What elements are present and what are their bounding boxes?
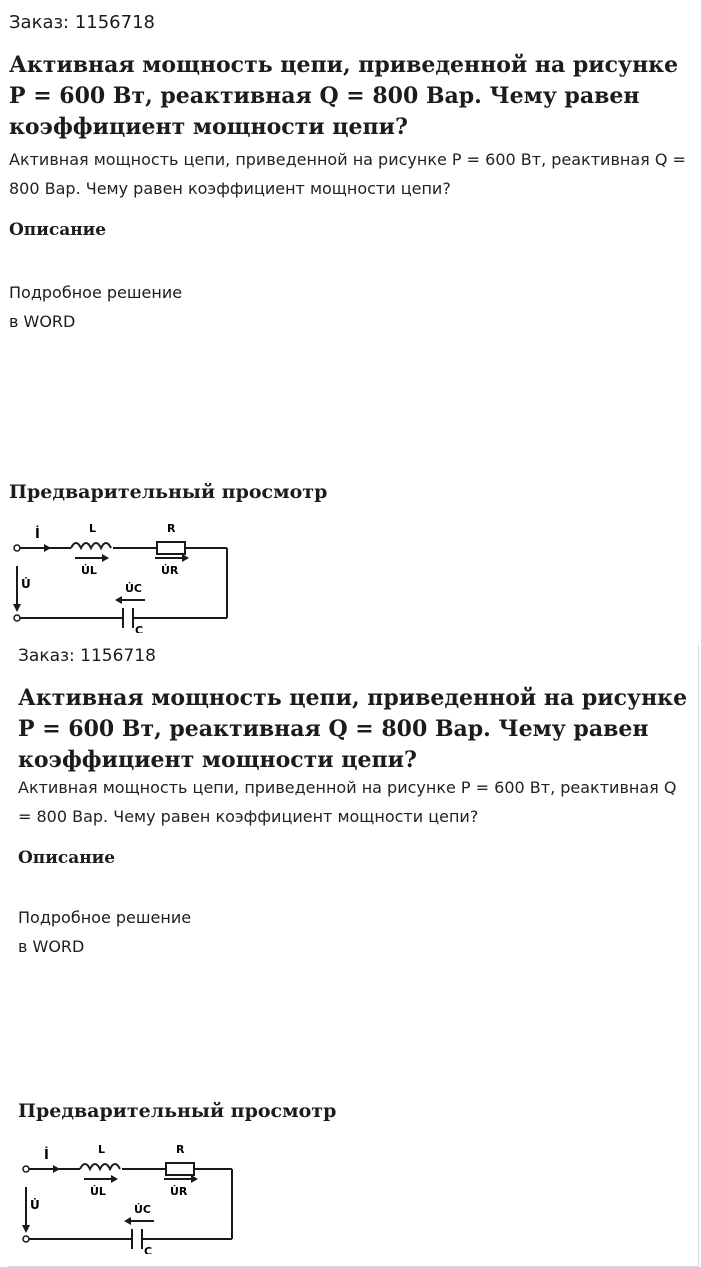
page-title: Активная мощность цепи, приведенной на рисунке P = 600 Вт, реактивная Q = 800 Вар. Чему равен коэффициент мощности цепи?: [18, 685, 688, 773]
description-body: [9, 278, 182, 336]
current-label: İ: [44, 1148, 49, 1163]
circuit-diagram: [18, 1129, 243, 1258]
ul-label: U̇L: [90, 1185, 106, 1198]
current-label: İ: [35, 527, 40, 542]
task-text: Активная мощность цепи, приведенной на рисунке P = 600 Вт, реактивная Q = 800 Вар. Чему равен коэффициент мощности цепи?: [18, 778, 677, 826]
uc-label: U̇C: [125, 582, 143, 595]
description-line: Подробное решение: [18, 908, 192, 927]
preview-heading: Предварительный просмотр: [18, 1100, 337, 1122]
resistor-label: R: [176, 1143, 185, 1156]
description-line: в WORD: [9, 312, 76, 331]
capacitor-label: C: [144, 1245, 153, 1254]
order-number: Заказ: 1156718: [18, 646, 156, 666]
description-line: Подробное решение: [9, 283, 183, 302]
ur-label: U̇R: [170, 1185, 188, 1198]
uc-label: U̇C: [134, 1203, 152, 1216]
resistor-body: [157, 542, 185, 554]
description-body: [18, 903, 191, 961]
description-heading: Описание: [9, 220, 107, 240]
order-number: Заказ: 1156718: [9, 12, 155, 33]
description-heading: Описание: [18, 848, 116, 868]
ur-label: U̇R: [161, 564, 179, 577]
preview-heading: Предварительный просмотр: [9, 481, 328, 503]
ul-label: U̇L: [81, 564, 97, 577]
description-line: в WORD: [18, 937, 85, 956]
source-voltage-label: U̇: [21, 577, 31, 591]
resistor-label: R: [167, 522, 176, 535]
inductor-label: L: [89, 522, 97, 535]
source-voltage-label: U̇: [30, 1198, 40, 1212]
inductor-coil: [71, 543, 111, 548]
task-text: Активная мощность цепи, приведенной на рисунке P = 600 Вт, реактивная Q = 800 Вар. Чему равен коэффициент мощности цепи?: [9, 150, 686, 198]
circuit-diagram: [9, 508, 234, 637]
capacitor-label: C: [135, 624, 144, 633]
page-title: Активная мощность цепи, приведенной на рисунке P = 600 Вт, реактивная Q = 800 Вар. Чему равен коэффициент мощности цепи?: [9, 52, 679, 140]
inductor-label: L: [98, 1143, 106, 1156]
